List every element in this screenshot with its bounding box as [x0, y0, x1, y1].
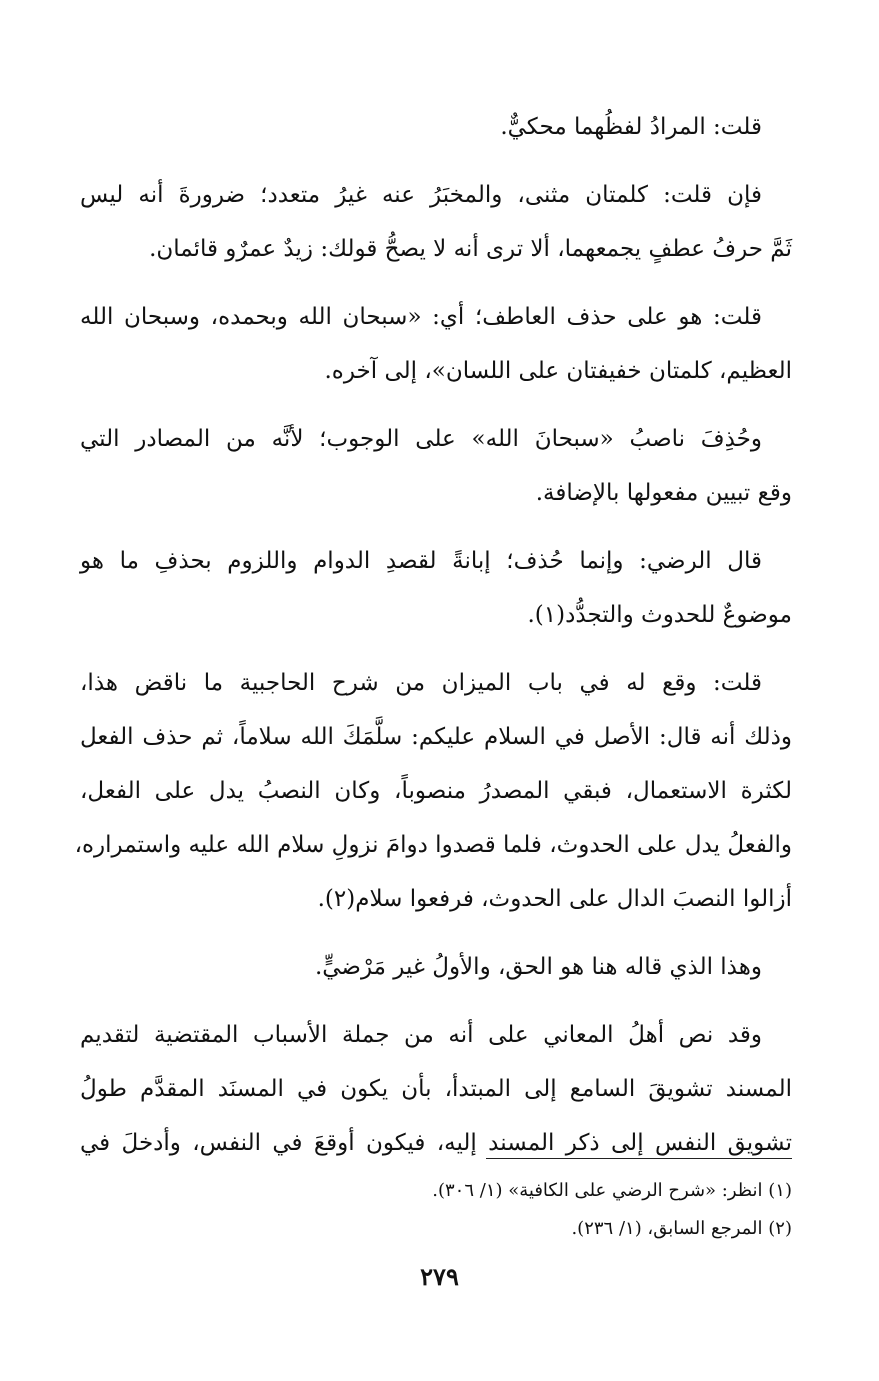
- text-line: وذلك أنه قال: الأصل في السلام عليكم: سلَّمَكَ الله سلاماً، ثم حذف الفعل: [80, 724, 792, 750]
- text-line: العظيم، كلمتان خفيفتان على اللسان»، إلى آخره.: [324, 358, 792, 384]
- text-line: ثَمَّ حرفُ عطفٍ يجمعهما، ألا ترى أنه لا يصحُّ قولك: زيدٌ عمرٌو قائمان.: [149, 236, 792, 262]
- paragraph: [74, 656, 792, 926]
- text-line: تشويق النفس إلى ذكر المسند إليه، فيكون أوقعَ في النفس، وأدخلَ في: [80, 1130, 792, 1156]
- text-line: قال الرضي: وإنما حُذف؛ إبانةً لقصدِ الدوام واللزوم بحذفِ ما هو: [80, 548, 762, 574]
- text-line: قلت: هو على حذف العاطف؛ أي: «سبحان الله وبحمده، وسبحان الله: [80, 304, 762, 330]
- text-line: وقع تبيين مفعولها بالإضافة.: [535, 480, 792, 506]
- text-line: والفعلُ يدل على الحدوث، فلما قصدوا دوامَ نزولِ سلام الله عليه واستمراره،: [74, 832, 792, 858]
- paragraph: [80, 534, 792, 642]
- text-line: وهذا الذي قاله هنا هو الحق، والأولُ غير مَرْضيٍّ.: [314, 954, 762, 980]
- paragraph: [80, 412, 792, 520]
- paragraph: [80, 290, 792, 398]
- paragraph: [80, 940, 792, 994]
- footnote-separator: [486, 1158, 792, 1159]
- page-number: ٢٧٩: [420, 1262, 459, 1291]
- text-line: المسند تشويقَ السامع إلى المبتدأ، بأن يكون في المسنَد المقدَّم طولُ: [80, 1076, 792, 1102]
- text-line: فإن قلت: كلمتان مثنى، والمخبَرُ عنه غيرُ متعدد؛ ضرورةَ أنه ليس: [80, 182, 762, 208]
- paragraph: [80, 168, 792, 276]
- paragraph: [80, 1008, 792, 1170]
- text-line: قلت: وقع له في باب الميزان من شرح الحاجبية ما ناقض هذا،: [80, 670, 762, 696]
- paragraph: [80, 100, 792, 154]
- main-text: [74, 100, 792, 1184]
- text-line: لكثرة الاستعمال، فبقي المصدرُ منصوباً، وكان النصبُ يدل على الفعل،: [80, 778, 792, 804]
- text-line: قلت: المرادُ لفظُهما محكيٌّ.: [500, 114, 762, 140]
- text-line: وحُذِفَ ناصبُ «سبحانَ الله» على الوجوب؛ لأنَّه من المصادر التي: [80, 426, 762, 452]
- footnote: (٢) المرجع السابق، (١/ ٢٣٦).: [571, 1218, 792, 1239]
- text-line: موضوعٌ للحدوث والتجدُّد(١).: [527, 602, 792, 628]
- text-line: أزالوا النصبَ الدال على الحدوث، فرفعوا سلام(٢).: [317, 886, 792, 912]
- footnote: (١) انظر: «شرح الرضي على الكافية» (١/ ٣٠٦).: [432, 1180, 792, 1201]
- text-line: وقد نص أهلُ المعاني على أنه من جملة الأسباب المقتضية لتقديم: [80, 1022, 762, 1048]
- footnotes: [80, 1172, 792, 1248]
